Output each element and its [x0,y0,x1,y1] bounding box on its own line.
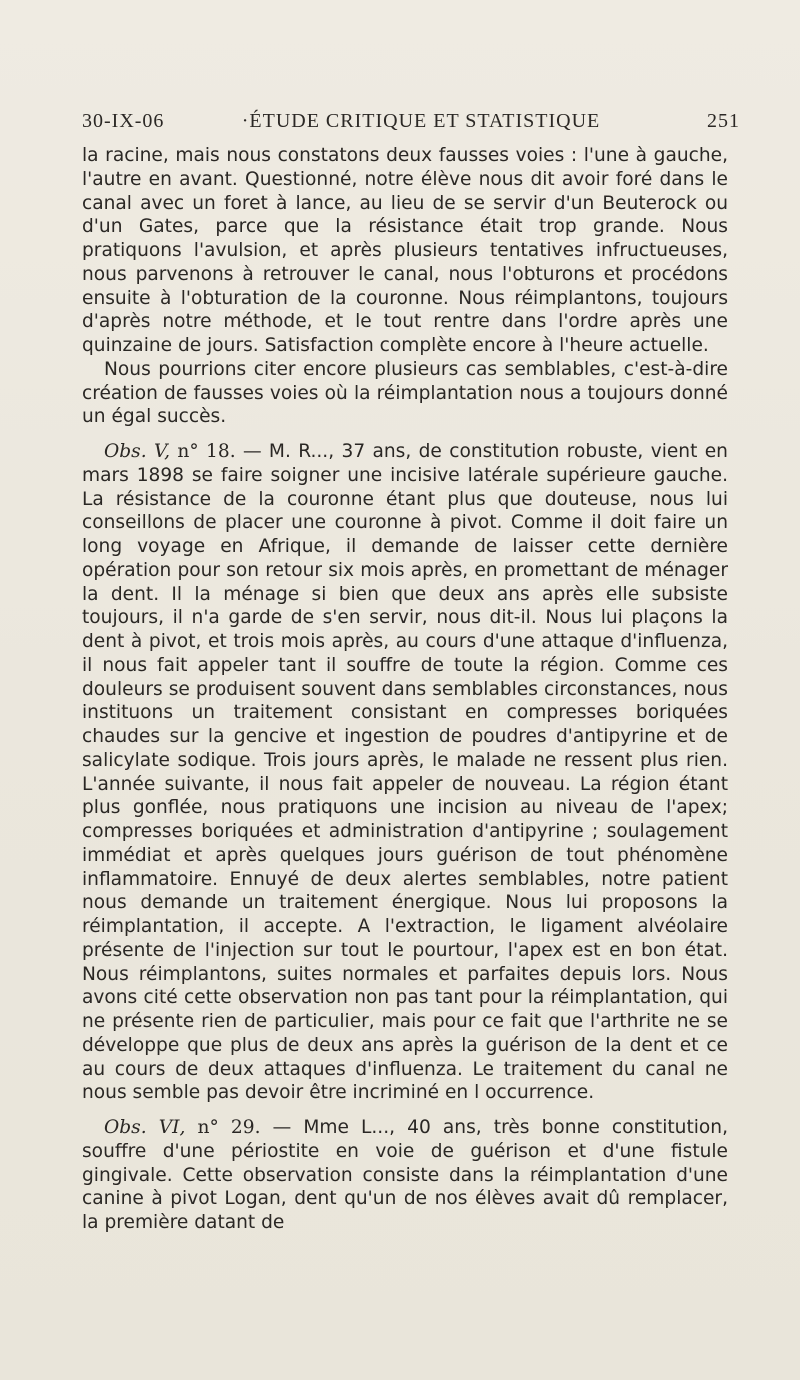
observation-6-label: Obs. VI, [104,1117,186,1138]
observation-5-label: Obs. V, [104,441,171,462]
observation-6-dash: — [272,1117,292,1138]
observation-6-number: n° 29. [197,1117,261,1138]
running-header [82,110,740,140]
header-title: ·ÉTUDE CRITIQUE ET STATISTIQUE [241,110,601,132]
observation-5-dash: — [242,441,262,462]
header-date: 30-IX-06 [82,110,165,132]
observation-5 [82,440,728,1105]
observation-6-text: Mme L..., 40 ans, très bonne constitution, souffre d'une périostite en voie de guérison et d'une fistule gingivale. Cette observation consiste dans la réimplantation d'une canine à pivot Logan, dent qu'un de nos élèves avait dû remplacer, la première datant de [82,1117,728,1233]
paragraph-similar-cases: Nous pourrions citer encore plusieurs cas semblables, c'est-à-dire création de fausses voies où la réimplantation nous a toujours donné un égal succès. [82,358,728,428]
body-text [82,144,728,1235]
observation-5-number: n° 18. [177,441,236,462]
page-number: 251 [707,110,740,132]
paragraph-continuation: la racine, mais nous constatons deux fausses voies : l'une à gauche, l'autre en avant. Questionné, notre élève nous dit avoir foré dans le canal avec un foret à lance, au lieu de se servir d'un Beuterock ou d'un Gates, parce que la résistance était trop grande. Nous pratiquons l'avulsion, et après plusieurs tentatives infructueuses, nous parvenons à retrouver le canal, nous l'obturons et procédons ensuite à l'obturation de la couronne. Nous réimplantons, toujours d'après notre méthode, et le tout rentre dans l'ordre après une quinzaine de jours. Satisfaction complète encore à l'heure actuelle. [82,145,728,356]
observation-5-text: M. R..., 37 ans, de constitution robuste, vient en mars 1898 se faire soigner une incisive latérale supérieure gauche. La résistance de la couronne étant plus que douteuse, nous lui conseillons de placer une couronne à pivot. Comme il doit faire un long voyage en Afrique, il demande de laisser cette dernière opération pour son retour six mois après, en promettant de ménager la dent. Il la ménage si bien que deux ans après elle subsiste toujours, il n'a garde de s'en servir, nous dit-il. Nous lui plaçons la dent à pivot, et trois mois après, au cours d'une attaque d'influenza, il nous fait appeler tant il souffre de toute la région. Comme ces douleurs se produisent souvent dans semblables circonstances, nous instituons un traitement consistant en compresses boriquées chaudes sur la gencive et ingestion de poudres d'antipyrine et de salicylate sodique. Trois jours après, le malade ne ressent plus rien. L'année suivante, il nous fait appeler de nouveau. La région étant plus gonflée, nous pratiquons une incision au niveau de l'apex; compresses boriquées et administration d'antipyrine ; soulagement immédiat et après quelques jours guérison de tout phénomène inflammatoire. Ennuyé de deux alertes semblables, notre patient nous demande un traitement énergique. Nous lui proposons la réimplantation, il accepte. A l'extraction, le ligament alvéolaire présente de l'injection sur tout le pourtour, l'apex est en bon état. Nous réimplantons, suites normales et parfaites depuis lors. Nous avons cité cette observation non pas tant pour la réimplantation, qui ne présente rien de particulier, mais pour ce fait que l'arthrite ne se développe que plus de deux ans après la guérison de la dent et ce au cours de deux attaques d'influenza. Le traitement du canal ne nous semble pas devoir être incriminé en l occurrence. [82,441,728,1104]
observation-6 [82,1116,728,1235]
